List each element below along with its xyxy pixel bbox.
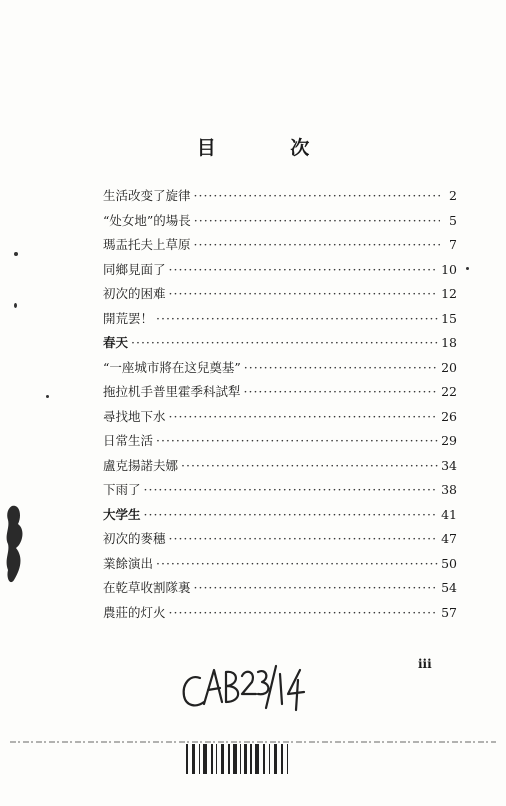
toc-leader-dots [169,405,439,430]
toc-leader-dots [194,209,440,234]
toc-entry-page: 20 [441,359,457,375]
toc-leader-dots [194,184,440,209]
toc-entry [103,356,457,381]
toc-entry-page: 12 [441,286,457,301]
toc-entry-title: 盧克揚諾夫娜 [103,457,179,473]
toc-leader-dots [169,601,439,626]
toc-leader-dots [181,454,438,479]
page-title: 目 次 [196,137,344,159]
handwritten-call-number [178,660,308,714]
barcode-strip [0,738,506,778]
toc-entry-title: 開荒罢！ [103,310,154,326]
toc-leader-dots [169,258,439,283]
margin-speck [14,252,18,256]
toc-entry-page: 38 [441,482,457,497]
toc-entry-title: 尋找地下水 [103,408,166,424]
toc-entry-title: 在乾草收割隊裏 [103,580,191,595]
toc-leader-dots [144,503,439,528]
toc-entry-title: 下雨了 [103,482,141,497]
toc-entry [103,601,457,626]
toc-leader-dots [156,429,438,454]
toc-leader-dots [194,576,439,601]
toc-entry-page: 2 [449,188,457,203]
toc-entry [103,429,457,454]
toc-entry-title: 農莊的灯火 [103,604,166,620]
toc-entry-page: 15 [441,310,457,326]
toc-entry-page: 57 [441,604,457,620]
margin-ink-smudge [0,500,40,590]
toc-entry-title: 日常生活 [103,433,154,448]
toc-entry [103,552,457,577]
toc-entry [103,576,457,601]
toc-entry-page: 34 [441,457,457,473]
toc-entry-title: 春天 [103,335,129,350]
page-number: iii [418,657,432,671]
margin-speck [14,303,17,308]
toc-leader-dots [131,331,438,356]
toc-entry-title: 初次的麥穗 [103,531,166,546]
toc-entry [103,478,457,503]
toc-entry-page: 54 [441,580,457,595]
toc-entry-page: 10 [441,261,457,277]
toc-entry-page: 7 [449,237,457,252]
toc-entry-page: 5 [449,212,457,228]
toc-entry-page: 18 [441,335,457,350]
toc-entry [103,282,457,307]
toc-entry [103,307,457,332]
toc-entry [103,184,457,209]
toc-entry-page: 50 [441,555,457,571]
toc-entry-page: 26 [441,408,457,424]
toc-entry-page: 47 [441,531,457,546]
margin-speck [466,267,469,270]
toc-leader-dots [156,307,438,332]
toc-entry [103,209,457,234]
toc-entry-title: 業餘演出 [103,555,154,571]
toc-entry [103,258,457,283]
toc-leader-dots [169,527,439,552]
toc-entry [103,503,457,528]
margin-speck [46,395,49,398]
toc-entry [103,233,457,258]
toc-entry-page: 22 [441,384,457,399]
toc-leader-dots [156,552,438,577]
toc-leader-dots [244,356,438,381]
toc-entry-title: 初次的困难 [103,286,166,301]
toc-entry-title: 拖拉机手普里霍季科試犁 [103,384,241,399]
toc-entry-title: “一座城市將在这兒奠基” [103,359,241,375]
toc-leader-dots [244,380,439,405]
toc-leader-dots [169,282,439,307]
toc-leader-dots [144,478,439,503]
toc-entry-title: 瑪盂托夫上草原 [103,237,191,252]
toc-entry [103,454,457,479]
toc-entry-page: 41 [441,506,457,522]
toc-entry-page: 29 [441,433,457,448]
toc-entry-title: “处女地”的場長 [103,212,191,228]
toc-leader-dots [194,233,440,258]
toc-entry [103,380,457,405]
toc-entry-title: 同鄉見面了 [103,261,166,277]
toc-entry-title: 大学生 [103,506,141,522]
toc-entry [103,331,457,356]
table-of-contents [103,184,457,625]
toc-entry-title: 生活改变了旋律 [103,188,191,203]
toc-entry [103,405,457,430]
toc-entry [103,527,457,552]
